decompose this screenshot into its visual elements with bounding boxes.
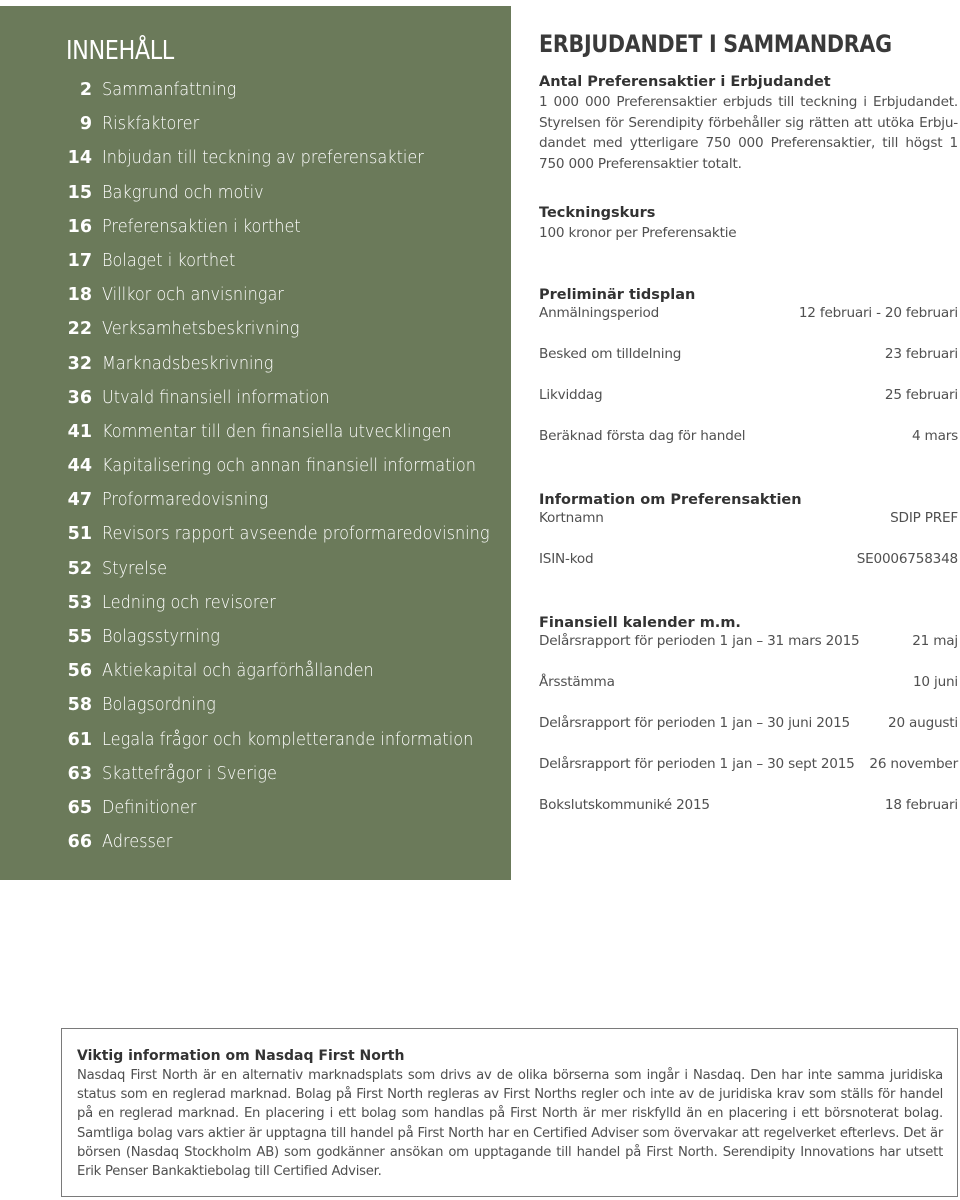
toc-page-number: 56 xyxy=(67,661,92,682)
toc-item xyxy=(66,148,511,182)
toc-item xyxy=(66,798,511,832)
toc-item xyxy=(66,695,511,729)
toc-item xyxy=(66,319,511,353)
calendar-row-label: Delårsrapport för perioden 1 jan – 30 sept 2015 xyxy=(539,756,855,772)
toc-item xyxy=(66,80,511,114)
toc-page-number: 44 xyxy=(67,456,92,477)
toc-label: Definitioner xyxy=(102,797,197,818)
summary-title: ERBJUDANDET I SAMMANDRAG xyxy=(539,30,892,58)
toc-page-number: 14 xyxy=(67,148,92,169)
toc-label: Preferensaktien i korthet xyxy=(102,216,301,237)
toc-label: Styrelse xyxy=(102,558,168,579)
toc-page-number: 51 xyxy=(67,524,92,545)
toc-page-number: 61 xyxy=(67,729,92,750)
toc-page-number: 53 xyxy=(67,592,92,613)
toc-item xyxy=(66,251,511,285)
schedule-row-label: Beräknad första dag för handel xyxy=(539,428,746,444)
toc-item xyxy=(66,285,511,319)
offer-text: 1 000 000 Preferensaktier erbjuds till teckning i Erbjudandet. Styrelsen för Serendipity förbehåller sig rätten att utöka Erbju-dandet med ytterligare 750 000 Preferensaktier, till högst 1 750 000 Preferensaktier totalt. xyxy=(539,94,958,172)
toc-page-number: 63 xyxy=(67,763,92,784)
schedule-row-value: 4 mars xyxy=(911,428,958,444)
calendar-row xyxy=(539,674,958,715)
toc-item xyxy=(66,593,511,627)
share-info-row xyxy=(539,551,958,592)
calendar-row-value: 26 november xyxy=(869,756,958,772)
toc-page-number: 55 xyxy=(67,627,92,647)
toc-page-number: 47 xyxy=(67,490,92,511)
toc-page-number: 58 xyxy=(67,695,92,716)
toc-page-number: 16 xyxy=(67,216,92,237)
toc-label: Bolagsordning xyxy=(102,695,216,716)
toc-label: Ledning och revisorer xyxy=(102,592,276,613)
toc-label: Bolaget i korthet xyxy=(102,250,236,271)
schedule-row-value: 12 februari - 20 februari xyxy=(798,305,958,321)
toc-page-number: 65 xyxy=(67,797,92,818)
toc-label: Villkor och anvisningar xyxy=(102,285,284,306)
toc-label: Bakgrund och motiv xyxy=(102,182,264,203)
toc-item xyxy=(66,832,511,866)
notice-title: Viktig information om Nasdaq First North xyxy=(77,1048,405,1064)
share-info-row xyxy=(539,510,958,551)
toc-label: Inbjudan till teckning av preferensaktier xyxy=(102,148,424,169)
toc-label: Marknadsbeskrivning xyxy=(102,353,274,374)
schedule-section xyxy=(539,285,958,469)
calendar-row-label: Årsstämma xyxy=(539,674,615,690)
toc-label: Bolagsstyrning xyxy=(102,627,220,647)
share-info-heading: Information om Preferensaktien xyxy=(539,492,802,508)
toc-label: Verksamhetsbeskrivning xyxy=(102,319,300,340)
toc-page-number: 15 xyxy=(67,182,92,203)
toc-label: Skattefrågor i Sverige xyxy=(102,763,277,784)
toc-item xyxy=(66,422,511,456)
schedule-row xyxy=(539,428,958,469)
toc-page-number: 18 xyxy=(67,285,92,306)
schedule-row-label: Besked om tilldelning xyxy=(539,346,682,362)
toc-page-number: 2 xyxy=(79,80,92,100)
calendar-row-value: 10 juni xyxy=(912,674,958,690)
toc-label: Revisors rapport avseende proformaredovisning xyxy=(102,524,490,545)
toc-page-number: 9 xyxy=(79,114,92,135)
toc-item xyxy=(66,524,511,558)
offer-summary xyxy=(539,30,958,813)
calendar-row xyxy=(539,797,958,838)
schedule-row-label: Anmälningsperiod xyxy=(539,305,660,321)
toc-label: Riskfaktorer xyxy=(102,114,200,135)
calendar-rows xyxy=(539,633,958,838)
toc-item xyxy=(66,456,511,490)
calendar-row xyxy=(539,756,958,797)
toc-page-number: 41 xyxy=(67,421,92,442)
first-north-notice xyxy=(61,1028,958,1197)
toc-item xyxy=(66,217,511,251)
schedule-row-label: Likviddag xyxy=(539,387,603,403)
calendar-row xyxy=(539,633,958,674)
toc-item xyxy=(66,114,511,148)
toc-page-number: 22 xyxy=(67,319,92,340)
toc-label: Kommentar till den finansiella utvecklingen xyxy=(102,421,452,442)
toc-item xyxy=(66,559,511,593)
share-info-row-value: SDIP PREF xyxy=(890,510,958,526)
toc-item xyxy=(66,730,511,764)
calendar-heading: Finansiell kalender m.m. xyxy=(539,615,741,631)
toc-item xyxy=(66,490,511,524)
toc-item xyxy=(66,183,511,217)
notice-text: Nasdaq First North är en alternativ marknadsplats som drivs av de olika börserna som ingår i Nasdaq. Den har inte samma juridiska status som en reglerad marknad. Bolag på First North regleras av First Norths regler och inte av de juridiska krav som ställs för handel på en reglerad marknad. En placering i ett bolag som handlas på First North är mer riskfylld än en placering i ett börsnoterat bolag. Samtliga bolag vars aktier är upptagna till handel på First North har en Certified Adviser som övervakar att regelverket efterlevs. Det är börsen (Nasdaq Stockholm AB) som godkänner ansökan om upptagande till handel på First North. Serendipity Innovations har utsett Erik Penser Bankaktiebolag till Certified Adviser. xyxy=(77,1068,943,1180)
toc-item xyxy=(66,764,511,798)
toc-item xyxy=(66,354,511,388)
toc-list xyxy=(66,80,511,866)
toc-label: Adresser xyxy=(102,832,173,853)
toc-item xyxy=(66,627,511,661)
price-heading: Teckningskurs xyxy=(539,205,656,221)
toc-label: Legala frågor och kompletterande information xyxy=(102,729,474,750)
toc-label: Utvald finansiell information xyxy=(102,387,330,408)
toc-page-number: 36 xyxy=(67,387,92,408)
schedule-row xyxy=(539,387,958,428)
calendar-row-label: Delårsrapport för perioden 1 jan – 30 juni 2015 xyxy=(539,715,851,731)
calendar-row-label: Bokslutskommuniké 2015 xyxy=(539,797,710,813)
schedule-row-value: 25 februari xyxy=(884,387,958,403)
calendar-row-value: 20 augusti xyxy=(888,715,958,731)
schedule-heading: Preliminär tidsplan xyxy=(539,287,696,303)
toc-title: INNEHÅLL xyxy=(66,36,174,66)
price-text: 100 kronor per Preferensaktie xyxy=(539,225,737,241)
toc-label: Kapitalisering och annan finansiell information xyxy=(102,456,476,477)
offer-heading: Antal Preferensaktier i Erbjudandet xyxy=(539,74,831,90)
schedule-row-value: 23 februari xyxy=(884,346,958,362)
toc-page-number: 52 xyxy=(67,558,92,579)
toc-label: Aktiekapital och ägarförhållanden xyxy=(102,661,374,682)
share-info-row-value: SE0006758348 xyxy=(856,551,958,567)
calendar-row-value: 21 maj xyxy=(912,633,958,649)
offer-section xyxy=(539,72,958,174)
schedule-rows xyxy=(539,305,958,469)
toc-label: Sammanfattning xyxy=(102,80,237,100)
toc-panel xyxy=(0,6,511,880)
schedule-row xyxy=(539,305,958,346)
toc-page-number: 66 xyxy=(67,832,92,853)
share-info-row-label: ISIN-kod xyxy=(539,551,594,567)
calendar-row-value: 18 februari xyxy=(884,797,958,813)
share-info-section xyxy=(539,490,958,592)
price-section xyxy=(539,203,958,244)
calendar-section xyxy=(539,613,958,838)
share-info-rows xyxy=(539,510,958,592)
toc-item xyxy=(66,388,511,422)
schedule-row xyxy=(539,346,958,387)
share-info-row-label: Kortnamn xyxy=(539,510,604,526)
toc-page-number: 32 xyxy=(67,353,92,374)
toc-page-number: 17 xyxy=(67,250,92,271)
calendar-row xyxy=(539,715,958,756)
toc-item xyxy=(66,661,511,695)
toc-label: Proformaredovisning xyxy=(102,490,269,511)
calendar-row-label: Delårsrapport för perioden 1 jan – 31 mars 2015 xyxy=(539,633,860,649)
